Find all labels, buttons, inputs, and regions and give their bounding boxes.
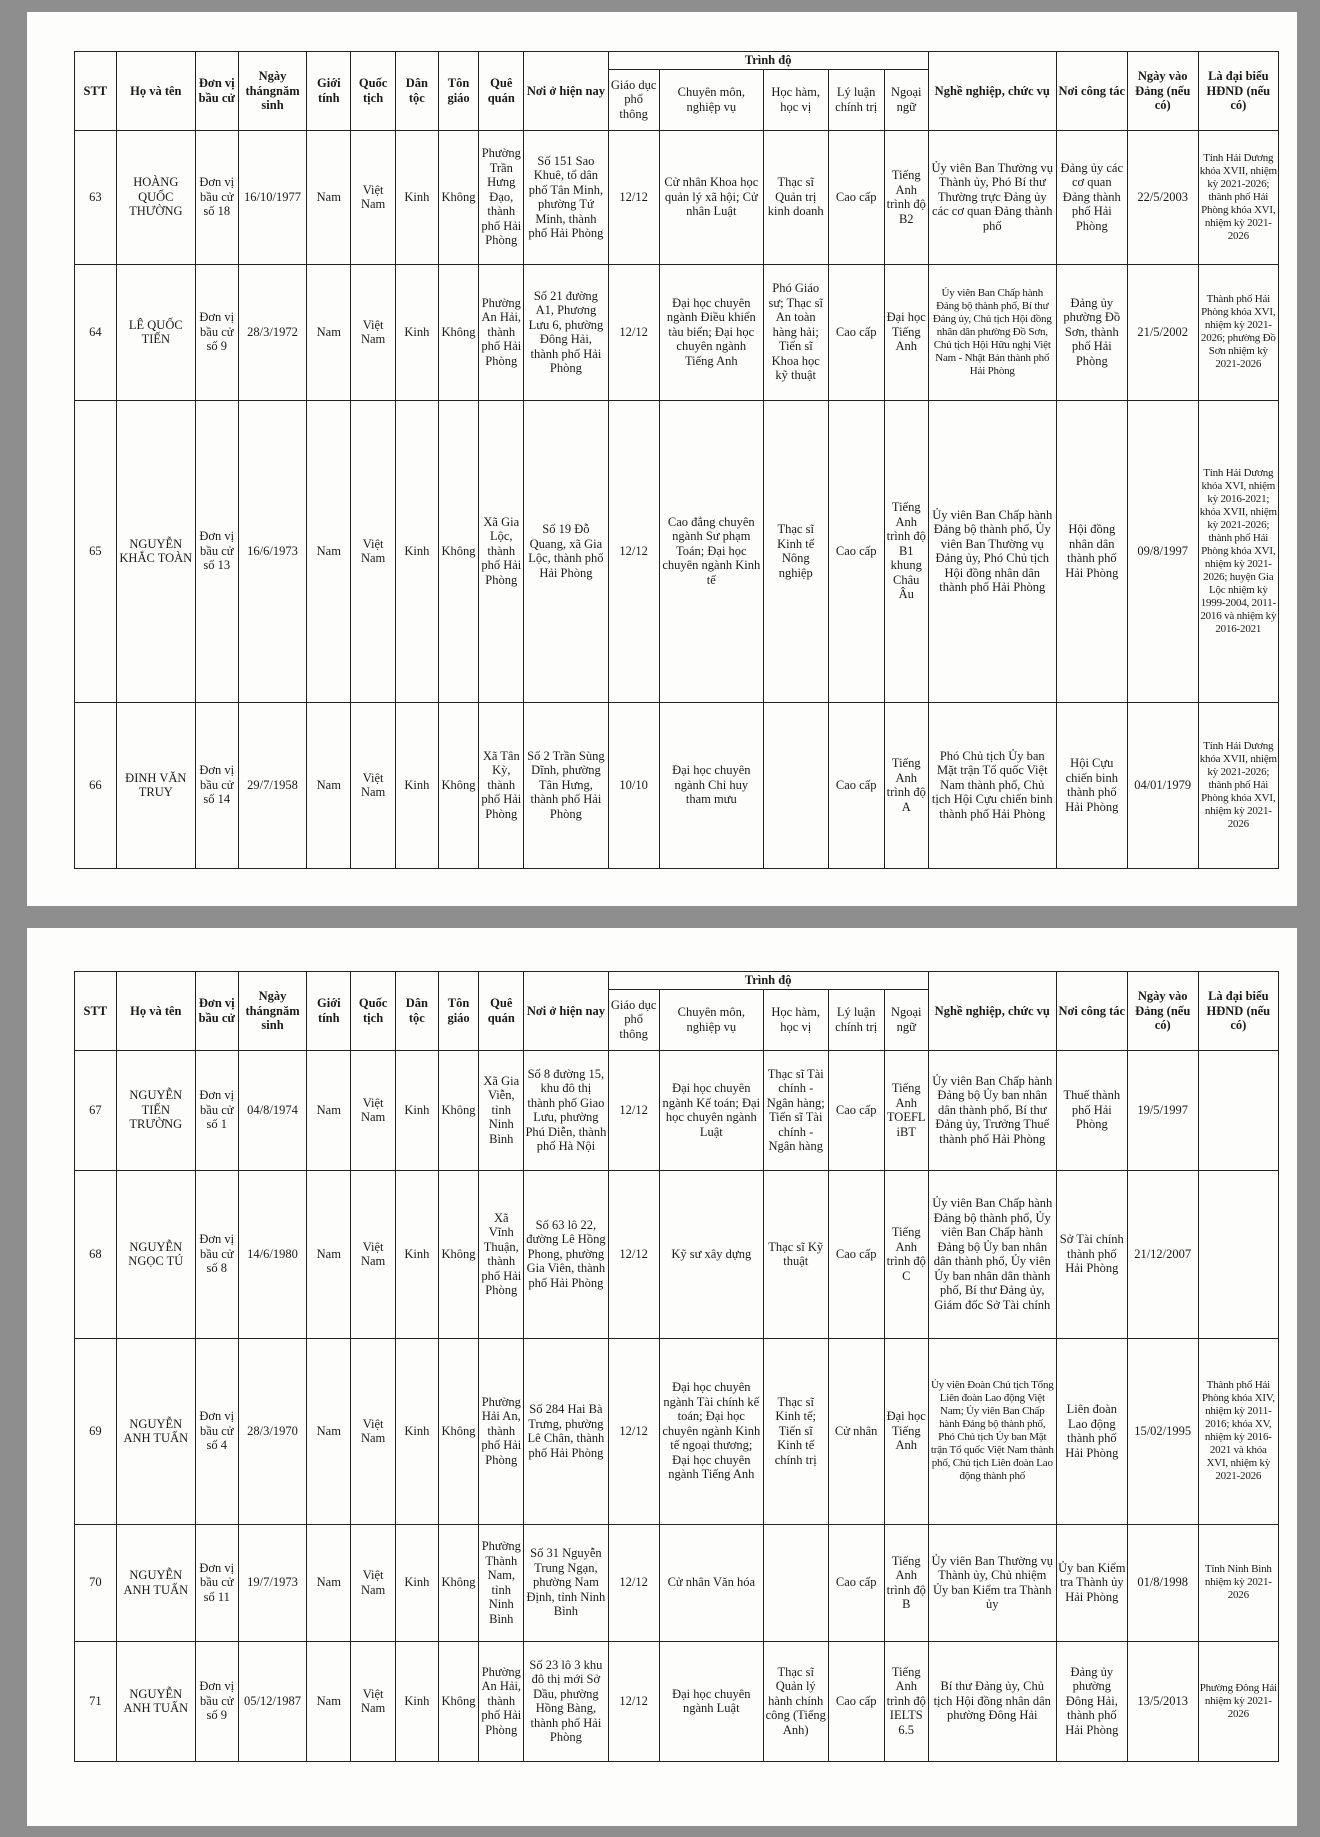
table-row	[75, 1170, 1279, 1338]
cell-gender: Nam	[307, 1338, 351, 1524]
header-hometown: Quê quán	[479, 972, 524, 1051]
header-address: Nơi ở hiện nay	[524, 972, 608, 1051]
cell-stt: 64	[75, 264, 117, 400]
cell-major: Đại học chuyên ngành Điều khiển tàu biển; Đại học chuyên ngành Tiếng Anh	[659, 264, 763, 400]
cell-ethnic: Kinh	[396, 702, 439, 868]
cell-hometown: Xã Vĩnh Thuận, thành phố Hải Phòng	[479, 1170, 524, 1338]
table-row	[75, 264, 1279, 400]
cell-hometown: Xã Gia Viễn, tỉnh Ninh Bình	[479, 1050, 524, 1170]
header-position: Nghề nghiệp, chức vụ	[928, 972, 1056, 1051]
header-party-date: Ngày vào Đảng (nếu có)	[1127, 972, 1198, 1051]
cell-workplace: Đảng ủy phường Đông Hải, thành phố Hải Phòng	[1056, 1641, 1127, 1761]
cell-unit: Đơn vị bầu cử số 14	[195, 702, 238, 868]
cell-workplace: Đảng ủy phường Đồ Sơn, thành phố Hải Phòng	[1056, 264, 1127, 400]
header-name: Họ và tên	[116, 52, 195, 131]
cell-workplace: Sở Tài chính thành phố Hải Phòng	[1056, 1170, 1127, 1338]
cell-degree: Thạc sĩ Kinh tế; Tiến sĩ Kinh tế chính trị	[763, 1338, 828, 1524]
header-name: Họ và tên	[116, 972, 195, 1051]
cell-dob: 29/7/1958	[238, 702, 307, 868]
table-row	[75, 1641, 1279, 1761]
cell-gender: Nam	[307, 1170, 351, 1338]
header-council: Là đại biểu HĐND (nếu có)	[1198, 972, 1278, 1051]
cell-stt: 65	[75, 400, 117, 702]
header-education-group: Trình độ	[608, 972, 928, 990]
cell-unit: Đơn vị bầu cử số 11	[195, 1524, 238, 1641]
candidate-table-2	[74, 971, 1279, 1762]
cell-ethnic: Kinh	[396, 1170, 439, 1338]
cell-party-date: 21/5/2002	[1127, 264, 1198, 400]
cell-name: NGUYỄN ANH TUẤN	[116, 1524, 195, 1641]
cell-council: Thành phố Hải Phòng khóa XIV, nhiệm kỳ 2011-2016; khóa XV, nhiệm kỳ 2016-2021 và khóa XVI, nhiệm kỳ 2021-2026	[1198, 1338, 1278, 1524]
cell-address: Số 63 lô 22, đường Lê Hồng Phong, phường Gia Viên, thành phố Hải Phòng	[524, 1170, 608, 1338]
cell-address: Số 31 Nguyễn Trung Ngạn, phường Nam Định, tỉnh Ninh Bình	[524, 1524, 608, 1641]
cell-hometown: Phường Trần Hưng Đạo, thành phố Hải Phòng	[479, 130, 524, 264]
cell-nationality: Việt Nam	[351, 1050, 396, 1170]
cell-position: Ủy viên Ban Thường vụ Thành ủy, Phó Bí thư Thường trực Đảng ủy các cơ quan Đảng thành phố	[928, 130, 1056, 264]
cell-language: Tiếng Anh trình độ A	[884, 702, 928, 868]
header-position: Nghề nghiệp, chức vụ	[928, 52, 1056, 131]
cell-stt: 63	[75, 130, 117, 264]
header-major: Chuyên môn, nghiệp vụ	[659, 69, 763, 130]
cell-dob: 28/3/1970	[238, 1338, 307, 1524]
table-row	[75, 702, 1279, 868]
cell-unit: Đơn vị bầu cử số 8	[195, 1170, 238, 1338]
cell-language: Tiếng Anh trình độ B2	[884, 130, 928, 264]
cell-degree: Thạc sĩ Kỹ thuật	[763, 1170, 828, 1338]
cell-unit: Đơn vị bầu cử số 4	[195, 1338, 238, 1524]
cell-ethnic: Kinh	[396, 1524, 439, 1641]
cell-dob: 28/3/1972	[238, 264, 307, 400]
header-ethnic: Dân tộc	[396, 52, 439, 131]
cell-address: Số 21 đường A1, Phương Lưu 6, phường Đông Hải, thành phố Hải Phòng	[524, 264, 608, 400]
header-degree: Học hàm, học vị	[763, 989, 828, 1050]
cell-ethnic: Kinh	[396, 400, 439, 702]
header-politics: Lý luận chính trị	[828, 69, 884, 130]
header-nationality: Quốc tịch	[351, 52, 396, 131]
cell-stt: 69	[75, 1338, 117, 1524]
cell-politics: Cao cấp	[828, 1524, 884, 1641]
cell-major: Đại học chuyên ngành Luật	[659, 1641, 763, 1761]
cell-gender: Nam	[307, 702, 351, 868]
cell-religion: Không	[438, 702, 479, 868]
cell-politics: Cử nhân	[828, 1338, 884, 1524]
cell-workplace: Liên đoàn Lao động thành phố Hải Phòng	[1056, 1338, 1127, 1524]
cell-council	[1198, 1170, 1278, 1338]
cell-degree: Thạc sĩ Quản trị kinh doanh	[763, 130, 828, 264]
cell-ethnic: Kinh	[396, 1641, 439, 1761]
cell-politics: Cao cấp	[828, 130, 884, 264]
header-council: Là đại biểu HĐND (nếu có)	[1198, 52, 1278, 131]
cell-hometown: Phường Thành Nam, tỉnh Ninh Bình	[479, 1524, 524, 1641]
cell-dob: 05/12/1987	[238, 1641, 307, 1761]
cell-address: Số 284 Hai Bà Trưng, phường Lê Chân, thành phố Hải Phòng	[524, 1338, 608, 1524]
cell-name: NGUYỄN TIẾN TRƯỜNG	[116, 1050, 195, 1170]
cell-hometown: Xã Tân Kỳ, thành phố Hải Phòng	[479, 702, 524, 868]
cell-hometown: Phường An Hải, thành phố Hải Phòng	[479, 264, 524, 400]
cell-gender: Nam	[307, 400, 351, 702]
candidate-table-1	[74, 51, 1279, 869]
cell-unit: Đơn vị bầu cử số 9	[195, 1641, 238, 1761]
cell-nationality: Việt Nam	[351, 130, 396, 264]
cell-gender: Nam	[307, 264, 351, 400]
cell-workplace: Hội đồng nhân dân thành phố Hải Phòng	[1056, 400, 1127, 702]
cell-politics: Cao cấp	[828, 1050, 884, 1170]
cell-degree	[763, 1524, 828, 1641]
cell-name: NGUYỄN ANH TUẤN	[116, 1641, 195, 1761]
cell-council: Tỉnh Hải Dương khóa XVII, nhiệm kỳ 2021-2026; thành phố Hải Phòng khóa XVI, nhiệm kỳ 2021-2026	[1198, 130, 1278, 264]
cell-language: Đại học Tiếng Anh	[884, 1338, 928, 1524]
cell-religion: Không	[438, 1524, 479, 1641]
header-workplace: Nơi công tác	[1056, 52, 1127, 131]
cell-council: Tỉnh Hải Dương khóa XVI, nhiệm kỳ 2016-2021; khóa XVII, nhiệm kỳ 2021-2026; thành phố Hải Phòng khóa XVI, nhiệm kỳ 2021-2026; huyện Gia Lộc nhiệm kỳ 1999-2004, 2011-2016 và nhiệm kỳ 2016-2021	[1198, 400, 1278, 702]
cell-name: HOÀNG QUỐC THƯỜNG	[116, 130, 195, 264]
cell-position: Bí thư Đảng ủy, Chủ tịch Hội đồng nhân dân phường Đông Hải	[928, 1641, 1056, 1761]
cell-hometown: Phường Hải An, thành phố Hải Phòng	[479, 1338, 524, 1524]
cell-language: Đại học Tiếng Anh	[884, 264, 928, 400]
header-unit: Đơn vị bầu cử	[195, 972, 238, 1051]
cell-name: LÊ QUỐC TIẾN	[116, 264, 195, 400]
table-row	[75, 1524, 1279, 1641]
cell-council: Thành phố Hải Phòng khóa XVI, nhiệm kỳ 2021-2026; phường Đồ Sơn nhiệm kỳ 2021-2026	[1198, 264, 1278, 400]
cell-edu: 12/12	[608, 130, 659, 264]
cell-dob: 16/10/1977	[238, 130, 307, 264]
header-party-date: Ngày vào Đảng (nếu có)	[1127, 52, 1198, 131]
cell-degree	[763, 702, 828, 868]
cell-politics: Cao cấp	[828, 264, 884, 400]
document-page-1	[27, 12, 1297, 906]
cell-gender: Nam	[307, 1641, 351, 1761]
cell-gender: Nam	[307, 1050, 351, 1170]
cell-major: Cao đẳng chuyên ngành Sư phạm Toán; Đại học chuyên ngành Kinh tế	[659, 400, 763, 702]
header-language: Ngoại ngữ	[884, 69, 928, 130]
cell-party-date: 01/8/1998	[1127, 1524, 1198, 1641]
cell-hometown: Xã Gia Lộc, thành phố Hải Phòng	[479, 400, 524, 702]
cell-dob: 04/8/1974	[238, 1050, 307, 1170]
cell-degree: Thạc sĩ Kinh tế Nông nghiệp	[763, 400, 828, 702]
cell-nationality: Việt Nam	[351, 702, 396, 868]
cell-ethnic: Kinh	[396, 130, 439, 264]
cell-dob: 14/6/1980	[238, 1170, 307, 1338]
table-row	[75, 130, 1279, 264]
cell-party-date: 21/12/2007	[1127, 1170, 1198, 1338]
cell-ethnic: Kinh	[396, 264, 439, 400]
cell-council: Tỉnh Hải Dương khóa XVII, nhiệm kỳ 2021-2026; thành phố Hải Phòng khóa XVI, nhiệm kỳ 2021-2026	[1198, 702, 1278, 868]
cell-dob: 16/6/1973	[238, 400, 307, 702]
table-row	[75, 1050, 1279, 1170]
cell-nationality: Việt Nam	[351, 1641, 396, 1761]
cell-gender: Nam	[307, 1524, 351, 1641]
cell-edu: 12/12	[608, 1170, 659, 1338]
cell-position: Ủy viên Ban Chấp hành Đảng bộ thành phố, Ủy viên Ban Thường vụ Đảng ủy, Phó Chủ tịch Hội đồng nhân dân thành phố Hải Phòng	[928, 400, 1056, 702]
cell-major: Kỹ sư xây dựng	[659, 1170, 763, 1338]
header-politics: Lý luận chính trị	[828, 989, 884, 1050]
cell-unit: Đơn vị bầu cử số 9	[195, 264, 238, 400]
cell-party-date: 09/8/1997	[1127, 400, 1198, 702]
cell-council	[1198, 1050, 1278, 1170]
header-religion: Tôn giáo	[438, 52, 479, 131]
cell-edu: 12/12	[608, 400, 659, 702]
cell-address: Số 23 lô 3 khu đô thị mới Sở Dầu, phường Hồng Bàng, thành phố Hải Phòng	[524, 1641, 608, 1761]
header-stt: STT	[75, 972, 117, 1051]
header-major: Chuyên môn, nghiệp vụ	[659, 989, 763, 1050]
cell-party-date: 13/5/2013	[1127, 1641, 1198, 1761]
table-row	[75, 1338, 1279, 1524]
cell-religion: Không	[438, 1338, 479, 1524]
cell-position: Ủy viên Ban Chấp hành Đảng bộ thành phố, Bí thư Đảng ủy, Chủ tịch Hội đồng nhân dân phường Đồ Sơn, Chủ tịch Hội Hữu nghị Việt Nam - Nhật Bản thành phố Hải Phòng	[928, 264, 1056, 400]
cell-edu: 12/12	[608, 1524, 659, 1641]
header-address: Nơi ở hiện nay	[524, 52, 608, 131]
cell-ethnic: Kinh	[396, 1050, 439, 1170]
header-general-edu: Giáo dục phổ thông	[608, 69, 659, 130]
header-religion: Tôn giáo	[438, 972, 479, 1051]
cell-religion: Không	[438, 1050, 479, 1170]
cell-party-date: 04/01/1979	[1127, 702, 1198, 868]
cell-religion: Không	[438, 264, 479, 400]
cell-language: Tiếng Anh trình độ B	[884, 1524, 928, 1641]
cell-edu: 10/10	[608, 702, 659, 868]
cell-nationality: Việt Nam	[351, 1524, 396, 1641]
cell-edu: 12/12	[608, 264, 659, 400]
header-unit: Đơn vị bầu cử	[195, 52, 238, 131]
header-workplace: Nơi công tác	[1056, 972, 1127, 1051]
cell-address: Số 2 Trần Sùng Dĩnh, phường Tân Hưng, thành phố Hải Phòng	[524, 702, 608, 868]
header-degree: Học hàm, học vị	[763, 69, 828, 130]
cell-party-date: 15/02/1995	[1127, 1338, 1198, 1524]
cell-major: Đại học chuyên ngành Tài chính kế toán; Đại học chuyên ngành Kinh tế ngoại thương; Đại học chuyên ngành Tiếng Anh	[659, 1338, 763, 1524]
cell-position: Ủy viên Đoàn Chủ tịch Tổng Liên đoàn Lao động Việt Nam; Ủy viên Ban Chấp hành Đảng bộ thành phố, Phó Chủ tịch Ủy ban Mặt trận Tổ quốc Việt Nam thành phố, Chủ tịch Liên đoàn Lao động thành phố	[928, 1338, 1056, 1524]
cell-stt: 68	[75, 1170, 117, 1338]
cell-politics: Cao cấp	[828, 702, 884, 868]
table-row	[75, 400, 1279, 702]
cell-edu: 12/12	[608, 1050, 659, 1170]
cell-degree: Thạc sĩ Tài chính - Ngân hàng; Tiến sĩ Tài chính - Ngân hàng	[763, 1050, 828, 1170]
document-page-2	[27, 928, 1297, 1826]
cell-politics: Cao cấp	[828, 1641, 884, 1761]
cell-address: Số 151 Sao Khuê, tổ dân phố Tân Minh, phường Tứ Minh, thành phố Hải Phòng	[524, 130, 608, 264]
cell-name: ĐINH VĂN TRUY	[116, 702, 195, 868]
cell-position: Ủy viên Ban Thường vụ Thành ủy, Chủ nhiệm Ủy ban Kiểm tra Thành ủy	[928, 1524, 1056, 1641]
cell-position: Phó Chủ tịch Ủy ban Mặt trận Tổ quốc Việt Nam thành phố, Chủ tịch Hội Cựu chiến binh thành phố Hải Phòng	[928, 702, 1056, 868]
header-gender: Giới tính	[307, 52, 351, 131]
cell-language: Tiếng Anh TOEFL iBT	[884, 1050, 928, 1170]
cell-council: Tỉnh Ninh Bình nhiệm kỳ 2021-2026	[1198, 1524, 1278, 1641]
cell-politics: Cao cấp	[828, 1170, 884, 1338]
cell-language: Tiếng Anh trình độ C	[884, 1170, 928, 1338]
cell-language: Tiếng Anh trình độ IELTS 6.5	[884, 1641, 928, 1761]
cell-dob: 19/7/1973	[238, 1524, 307, 1641]
cell-workplace: Thuế thành phố Hải Phòng	[1056, 1050, 1127, 1170]
cell-major: Đại học chuyên ngành Chỉ huy tham mưu	[659, 702, 763, 868]
cell-major: Đại học chuyên ngành Kế toán; Đại học chuyên ngành Luật	[659, 1050, 763, 1170]
header-stt: STT	[75, 52, 117, 131]
cell-council: Phường Đông Hải nhiệm kỳ 2021-2026	[1198, 1641, 1278, 1761]
cell-ethnic: Kinh	[396, 1338, 439, 1524]
header-language: Ngoại ngữ	[884, 989, 928, 1050]
cell-stt: 66	[75, 702, 117, 868]
cell-gender: Nam	[307, 130, 351, 264]
cell-name: NGUYỄN ANH TUẤN	[116, 1338, 195, 1524]
cell-religion: Không	[438, 1170, 479, 1338]
cell-nationality: Việt Nam	[351, 264, 396, 400]
cell-major: Cử nhân Khoa học quản lý xã hội; Cử nhân Luật	[659, 130, 763, 264]
cell-address: Số 19 Đỗ Quang, xã Gia Lộc, thành phố Hải Phòng	[524, 400, 608, 702]
header-dob: Ngày thángnăm sinh	[238, 972, 307, 1051]
cell-edu: 12/12	[608, 1338, 659, 1524]
cell-stt: 67	[75, 1050, 117, 1170]
cell-degree: Phó Giáo sư; Thạc sĩ An toàn hàng hải; Tiến sĩ Khoa học kỹ thuật	[763, 264, 828, 400]
cell-religion: Không	[438, 1641, 479, 1761]
cell-stt: 71	[75, 1641, 117, 1761]
cell-unit: Đơn vị bầu cử số 13	[195, 400, 238, 702]
header-education-group: Trình độ	[608, 52, 928, 70]
cell-stt: 70	[75, 1524, 117, 1641]
cell-workplace: Ủy ban Kiểm tra Thành ủy Hải Phòng	[1056, 1524, 1127, 1641]
header-ethnic: Dân tộc	[396, 972, 439, 1051]
cell-position: Ủy viên Ban Chấp hành Đảng bộ thành phố, Ủy viên Ban Chấp hành Đảng bộ Ủy ban nhân dân thành phố, Ủy viên Ủy ban nhân dân thành phố, Bí thư Đảng ủy, Giám đốc Sở Tài chính	[928, 1170, 1056, 1338]
cell-workplace: Đảng ủy các cơ quan Đảng thành phố Hải Phòng	[1056, 130, 1127, 264]
cell-unit: Đơn vị bầu cử số 18	[195, 130, 238, 264]
cell-nationality: Việt Nam	[351, 1338, 396, 1524]
cell-politics: Cao cấp	[828, 400, 884, 702]
cell-nationality: Việt Nam	[351, 400, 396, 702]
cell-address: Số 8 đường 15, khu đô thị thành phố Giao Lưu, phường Phú Diễn, thành phố Hà Nội	[524, 1050, 608, 1170]
cell-workplace: Hội Cựu chiến binh thành phố Hải Phòng	[1056, 702, 1127, 868]
cell-major: Cử nhân Văn hóa	[659, 1524, 763, 1641]
cell-name: NGUYỄN KHẮC TOÀN	[116, 400, 195, 702]
cell-religion: Không	[438, 400, 479, 702]
cell-party-date: 22/5/2003	[1127, 130, 1198, 264]
cell-edu: 12/12	[608, 1641, 659, 1761]
cell-position: Ủy viên Ban Chấp hành Đảng bộ Ủy ban nhân dân thành phố, Bí thư Đảng ủy, Trưởng Thuế thành phố Hải Phòng	[928, 1050, 1056, 1170]
cell-degree: Thạc sĩ Quản lý hành chính công (Tiếng Anh)	[763, 1641, 828, 1761]
header-nationality: Quốc tịch	[351, 972, 396, 1051]
header-gender: Giới tính	[307, 972, 351, 1051]
header-dob: Ngày thángnăm sinh	[238, 52, 307, 131]
cell-nationality: Việt Nam	[351, 1170, 396, 1338]
cell-hometown: Phường An Hải, thành phố Hải Phòng	[479, 1641, 524, 1761]
cell-name: NGUYỄN NGỌC TÚ	[116, 1170, 195, 1338]
cell-unit: Đơn vị bầu cử số 1	[195, 1050, 238, 1170]
cell-religion: Không	[438, 130, 479, 264]
header-general-edu: Giáo dục phổ thông	[608, 989, 659, 1050]
header-hometown: Quê quán	[479, 52, 524, 131]
cell-language: Tiếng Anh trình độ B1 khung Châu Âu	[884, 400, 928, 702]
cell-party-date: 19/5/1997	[1127, 1050, 1198, 1170]
